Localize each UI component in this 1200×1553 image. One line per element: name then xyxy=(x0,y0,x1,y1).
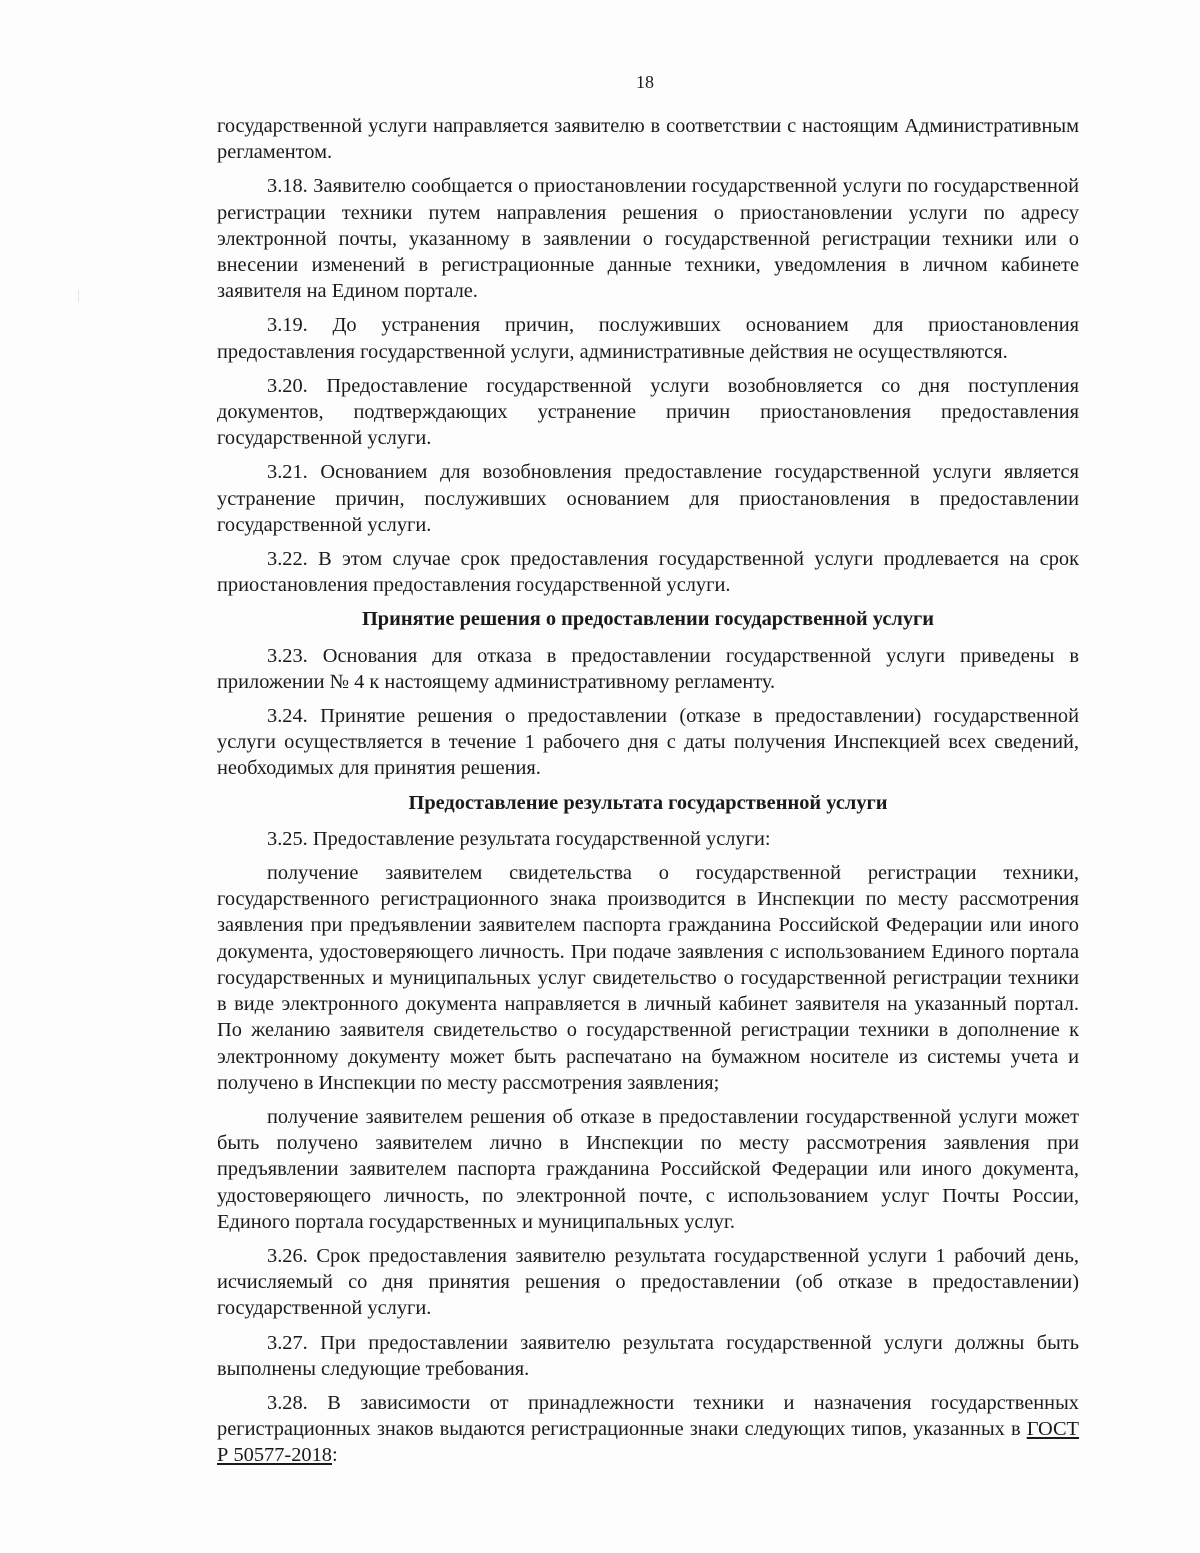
paragraph-3-23: 3.23. Основания для отказа в предоставлении государственной услуги приведены в приложении № 4 к настоящему административному регламенту. xyxy=(217,644,1079,693)
paragraph-3-21: 3.21. Основанием для возобновления предоставление государственной услуги является устранение причин, послуживших основанием для приостановления в предоставлении государственной услуги. xyxy=(217,461,1079,536)
paragraph-3-24: 3.24. Принятие решения о предоставлении (отказе в предоставлении) государственной услуги осуществляется в течение 1 рабочего дня с даты получения Инспекцией всех сведений, необходимых для принятия решения. xyxy=(217,705,1079,780)
paragraph-3-20: 3.20. Предоставление государственной услуги возобновляется со дня поступления документов, подтверждающих устранение причин приостановления предоставления государственной услуги. xyxy=(217,374,1079,450)
paragraph-3-26: 3.26. Срок предоставления заявителю результата государственной услуги 1 рабочий день, исчисляемый со дня принятия решения о предоставлении (об отказе в предоставлении) государственной услуги. xyxy=(217,1244,1079,1320)
gost-reference-link[interactable]: ГОСТ Р 50577-2018 xyxy=(217,1418,1079,1467)
paragraph-3-28-text: 3.28. В зависимости от принадлежности техники и назначения государственных регистрационных знаков выдаются регистрационные знаки следующих типов, указанных в xyxy=(217,1391,1079,1441)
paragraph-continuation: государственной услуги направляется заявителю в соответствии с настоящим Административным регламентом. xyxy=(217,115,1079,164)
paragraph-3-22: 3.22. В этом случае срок предоставления государственной услуги продлевается на срок приостановления предоставления государственной услуги. xyxy=(217,548,1079,597)
paragraph-3-28 xyxy=(217,1390,1079,1469)
paragraph-3-27: 3.27. При предоставлении заявителю результата государственной услуги должны быть выполнены следующие требования. xyxy=(217,1331,1079,1380)
page-number: 18 xyxy=(636,72,654,92)
section-heading-decision: Принятие решения о предоставлении государственной услуги xyxy=(361,608,935,631)
scan-artifact xyxy=(78,290,79,302)
document-body xyxy=(217,113,1079,1477)
section-heading-result: Предоставление результата государственной услуги xyxy=(408,791,888,814)
paragraph-3-28-end: : xyxy=(332,1444,338,1467)
paragraph-3-25: 3.25. Предоставление результата государственной услуги: xyxy=(267,827,771,850)
paragraph-3-19: 3.19. До устранения причин, послуживших основанием для приостановления предоставления государственной услуги, административные действия не осуществляются. xyxy=(217,314,1079,363)
paragraph-3-25-b: получение заявителем решения об отказе в предоставлении государственной услуги может быть получено заявителем лично в Инспекции по месту рассмотрения заявления при предъявлении заявителем паспорта гражданина Российской Федерации или иного документа, удостоверяющего личность, по электронной почте, с использованием услуг Почты России, Единого портала государственных и муниципальных услуг. xyxy=(217,1105,1079,1233)
paragraph-3-18: 3.18. Заявителю сообщается о приостановлении государственной услуги по государственной регистрации техники путем направления решения о приостановлении услуги по адресу электронной почты, указанному в заявлении о государственной регистрации техники или о внесении изменений в регистрационные данные техники, уведомления в личном кабинете заявителя на Едином портале. xyxy=(217,175,1079,303)
paragraph-3-25-a: получение заявителем свидетельства о государственной регистрации техники, государственного регистрационного знака производится в Инспекции по месту рассмотрения заявления при предъявлении заявителем паспорта гражданина Российской Федерации или иного документа, удостоверяющего личность. При подаче заявления с использованием Единого портала государственных и муниципальных услуг свидетельство о государственной регистрации техники в виде электронного документа направляется в личный кабинет заявителя на указанный портал. По желанию заявителя свидетельство о государственной регистрации техники в дополнение к электронному документу может быть распечатано на бумажном носителе из системы учета и получено в Инспекции по месту рассмотрения заявления; xyxy=(217,862,1079,1094)
